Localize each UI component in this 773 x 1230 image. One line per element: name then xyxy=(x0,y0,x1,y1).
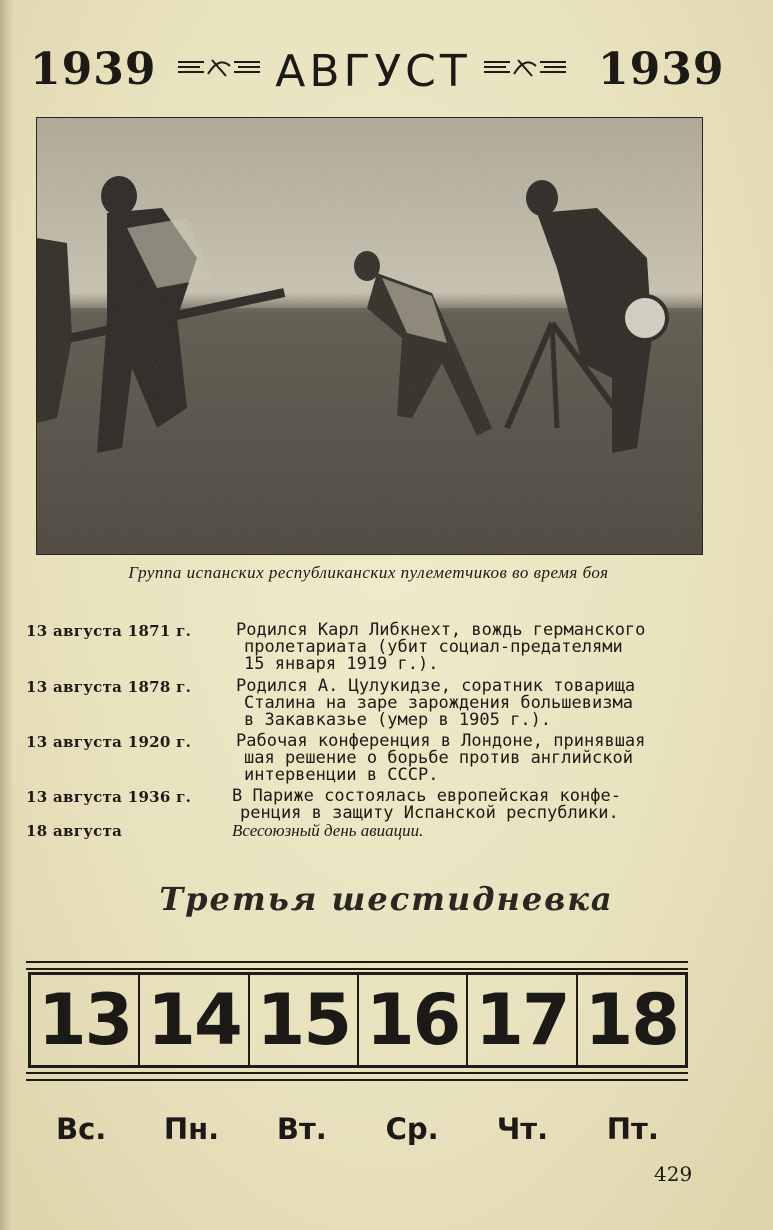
weekday-label: Пн. xyxy=(163,1112,220,1146)
day-cell: 17 xyxy=(468,975,577,1065)
event-line: Рабочая конференция в Лондоне, принявшая xyxy=(236,731,646,751)
weekday-label: Чт. xyxy=(496,1112,549,1146)
event-line: Родился Карл Либкнехт, вождь германского xyxy=(236,620,646,640)
year-left: 1939 xyxy=(30,44,157,95)
event-line: пролетариата (убит социал-предателями xyxy=(244,637,623,657)
event-text xyxy=(236,622,698,673)
photo-caption: Группа испанских республиканских пулеметчиков во время боя xyxy=(128,563,609,582)
day-cell: 14 xyxy=(140,975,249,1065)
day-cell: 16 xyxy=(359,975,468,1065)
weekday-label: Пт. xyxy=(606,1112,659,1146)
event-date: 13 августа 1920 г. xyxy=(26,733,192,751)
event-line: интервенции в СССР. xyxy=(244,765,439,785)
day-cell: 13 xyxy=(31,975,140,1065)
event-text xyxy=(232,788,694,822)
page-number: 429 xyxy=(654,1162,693,1186)
hammer-sickle-ornament-right-icon xyxy=(484,52,566,82)
event-text xyxy=(236,733,698,784)
event-line: в Закавказье (умер в 1905 г.). xyxy=(244,710,552,730)
day-number-grid xyxy=(28,972,688,1068)
weekday-label: Вс. xyxy=(56,1112,107,1146)
event-line: Родился А. Цулукидзе, соратник товарища xyxy=(236,676,636,696)
weekday-label: Вт. xyxy=(276,1112,327,1146)
event-date: 13 августа 1936 г. xyxy=(26,788,192,806)
calendar-frame-bottom xyxy=(26,1072,688,1081)
year-right: 1939 xyxy=(598,44,725,95)
day-cell: 15 xyxy=(250,975,359,1065)
event-text: Всесоюзный день авиации. xyxy=(232,821,424,840)
weekday-label: Ср. xyxy=(385,1112,439,1146)
six-day-title: Третья шестидневка xyxy=(159,880,614,918)
month-title: АВГУСТ xyxy=(275,46,471,97)
weekday-row xyxy=(26,1112,688,1146)
event-line: ренция в защиту Испанской республики. xyxy=(240,803,619,823)
event-line: шая решение о борьбе против английской xyxy=(244,748,633,768)
event-date: 13 августа 1878 г. xyxy=(26,678,192,696)
day-cell: 18 xyxy=(584,979,679,1061)
event-text xyxy=(236,678,698,729)
event-line: В Париже состоялась европейская конфе- xyxy=(232,786,621,806)
event-date: 18 августа xyxy=(26,822,123,840)
event-line: Сталина на заре зарождения большевизма xyxy=(244,693,633,713)
book-spine-shadow xyxy=(0,0,14,1230)
event-date: 13 августа 1871 г. xyxy=(26,622,192,640)
calendar-frame-top xyxy=(26,961,688,970)
hammer-sickle-ornament-left-icon xyxy=(178,52,260,82)
event-line: 15 января 1919 г.). xyxy=(244,654,439,674)
machine-gunners-photo xyxy=(36,117,703,555)
